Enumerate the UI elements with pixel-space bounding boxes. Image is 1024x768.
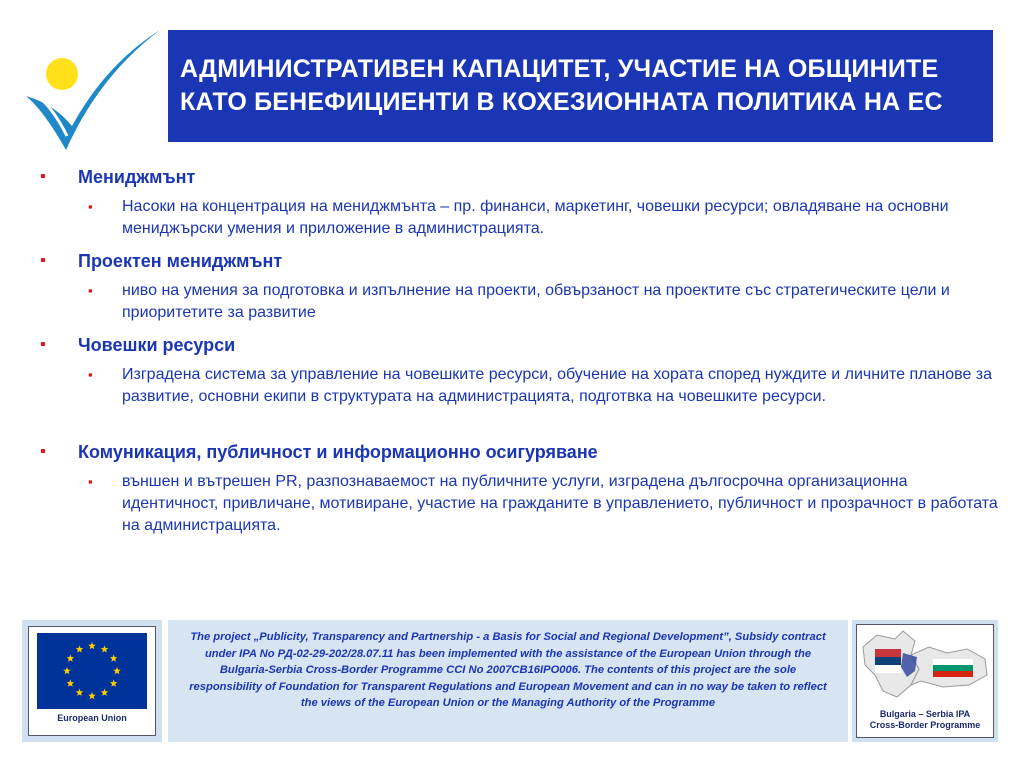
footer [22, 620, 998, 742]
section-item: ▪ външен и вътрешен PR, разпознаваемост на публичните услуги, изградена дългосрочна организационна идентичност, привличане, мотивиране, участие на гражданите в управлението, публичност и прозрачност в работата на администрацията. [88, 473, 998, 534]
eu-label: European Union [57, 713, 127, 723]
ipa-logo-panel [852, 620, 998, 742]
eu-star [63, 667, 71, 674]
section-item: ▪ Изградена система за управление на човешките ресурси, обучение на хората според нуждите и личните планове за развитие, основни екипи в структурата на администрацията, подготвка на човешките ресурси. [88, 366, 993, 405]
page-title: АДМИНИСТРАТИВЕН КАПАЦИТЕТ, УЧАСТИЕ НА ОБЩИНИТЕ КАТО БЕНЕФИЦИЕНТИ В КОХЕЗИОННАТА ПОЛИТИКА НА ЕС [180, 55, 943, 116]
eu-star [101, 689, 109, 696]
eu-star [113, 667, 121, 674]
eu-star [88, 692, 96, 699]
section-heading: ▪ Проектен мениджмънт [40, 249, 1000, 273]
eu-star [88, 642, 96, 649]
ipa-label: Bulgaria – Serbia IPA Cross-Border Programme [869, 709, 981, 730]
eu-star [67, 655, 75, 662]
checkmark-logo-icon [14, 26, 164, 156]
section-item: ▪ ниво на умения за подготовка и изпълнение на проекти, обвързаност на проектите със стратегическите цели и приоритетите за развитие [88, 282, 950, 321]
section-heading: ▪ Комуникация, публичност и информационно осигуряване [40, 440, 1000, 464]
eu-star [67, 680, 75, 687]
eu-star [110, 655, 118, 662]
eu-flag-icon [37, 633, 147, 709]
bullet-list [40, 165, 1000, 537]
section-heading: ▪ Човешки ресурси [40, 333, 1000, 357]
eu-logo-panel [22, 620, 162, 742]
eu-star [76, 689, 84, 696]
section-heading: ▪ Мениджмънт [40, 165, 1000, 189]
title-banner [168, 30, 993, 142]
eu-star [110, 680, 118, 687]
section-item: ▪ Насоки на концентрация на мениджмънта – пр. финанси, маркетинг, човешки ресурси; овладяване на основни мениджърски умения и приложение в администрацията. [88, 198, 949, 237]
bulgaria-serbia-map-icon [857, 625, 993, 709]
eu-star [76, 645, 84, 652]
eu-star [101, 645, 109, 652]
project-disclaimer: The project „Publicity, Transparency and Partnership - a Basis for Social and Regional Development”, Subsidy contract under IPA No РД-02-29-202/28.07.11 has been implemented with the assistance of the European Union through the Bulgaria-Serbia Cross-Border Programme CCI No 2007CB16IPO006. The contents of this project are the sole responsibility of Foundation for Transparent Regulations and European Movement and can in no way be taken to reflect the views of the European Union or the Managing Authority of the Programme [168, 620, 848, 742]
